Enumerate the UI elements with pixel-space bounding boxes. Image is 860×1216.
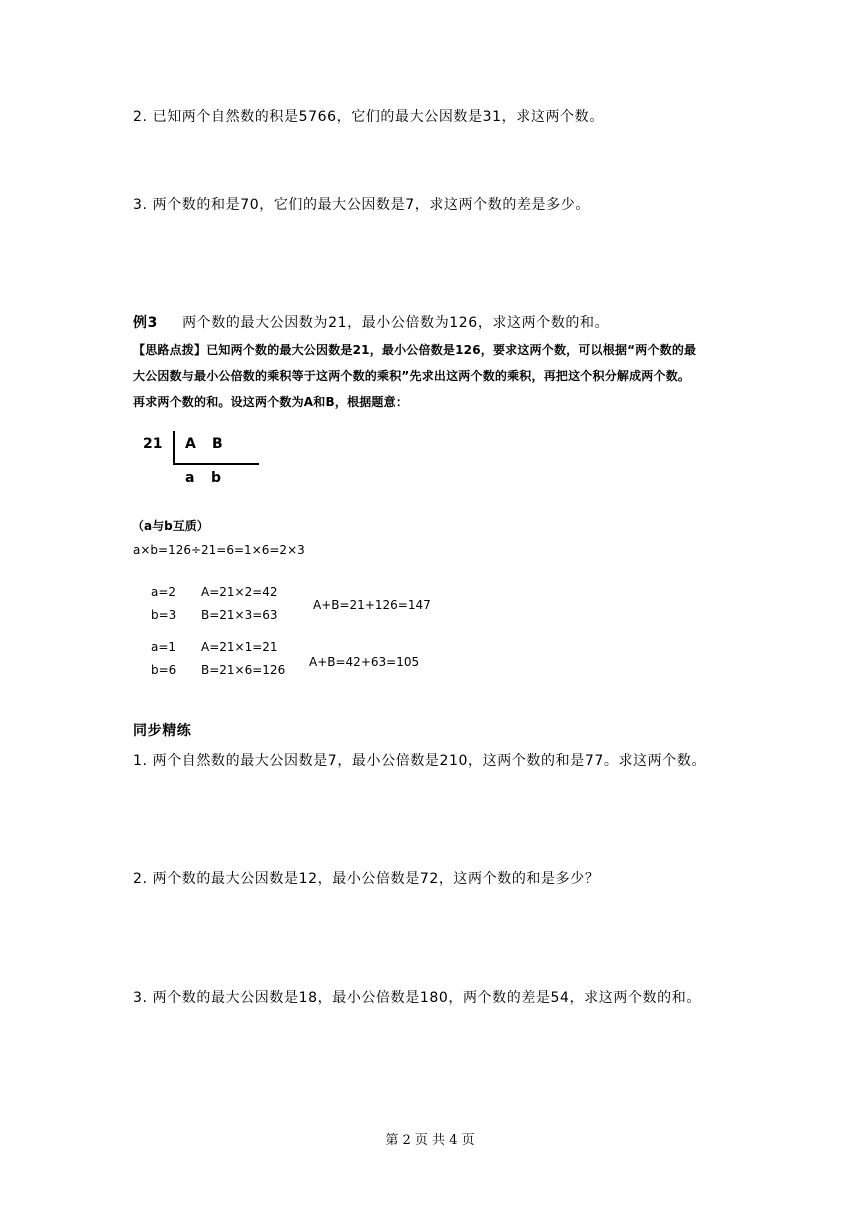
practice-title: 同步精练	[133, 723, 192, 739]
case1-B: B=21×3=63	[201, 608, 278, 622]
division-vertical-line	[173, 431, 175, 465]
case1-a: a=2	[151, 585, 177, 599]
case1-b: b=3	[151, 608, 177, 622]
division-quotient-a: a	[185, 470, 195, 486]
case2-sum: A+B=42+63=105	[309, 655, 420, 669]
practice-item-1: 1. 两个自然数的最大公因数是7，最小公倍数是210，这两个数的和是77。求这两个数。	[133, 753, 707, 769]
case2-A: A=21×1=21	[201, 640, 278, 654]
case2-B: B=21×6=126	[201, 663, 286, 677]
example-question: 两个数的最大公因数为21，最小公倍数为126，求这两个数的和。	[182, 315, 610, 331]
practice-item-3: 3. 两个数的最大公因数是18，最小公倍数是180，两个数的差是54，求这两个数的和。	[133, 990, 701, 1006]
division-divisor: 21	[143, 436, 163, 452]
case1-A: A=21×2=42	[201, 585, 278, 599]
hint-line-2: 大公因数与最小公倍数的乘积等于这两个数的乘积”先求出这两个数的乘积，再把这个积分解成两个数。	[133, 369, 691, 383]
hint-line-3: 再求两个数的和。设这两个数为A和B，根据题意：	[133, 395, 409, 409]
division-quotient-b: b	[211, 470, 222, 486]
division-dividend-b: B	[212, 436, 223, 452]
hint-line-1: 【思路点拨】已知两个数的最大公因数是21，最小公倍数是126，要求这两个数，可以根据“两个数的最	[133, 343, 697, 357]
case2-b: b=6	[151, 663, 177, 677]
example-3	[133, 312, 609, 332]
page-footer: 第 2 页 共 4 页	[385, 1133, 475, 1148]
coprime-note: （a与b互质）	[132, 519, 209, 533]
division-horizontal-line	[173, 463, 259, 465]
example-label: 例3	[133, 315, 158, 331]
problem-3-text: 3. 两个数的和是70，它们的最大公因数是7，求这两个数的差是多少。	[133, 197, 590, 213]
practice-item-2: 2. 两个数的最大公因数是12，最小公倍数是72，这两个数的和是多少？	[133, 871, 600, 887]
product-equation: a×b=126÷21=6=1×6=2×3	[133, 543, 305, 557]
division-dividend-a: A	[185, 436, 196, 452]
case2-a: a=1	[151, 640, 177, 654]
case1-sum: A+B=21+126=147	[313, 598, 431, 612]
problem-2-text: 2. 已知两个自然数的积是5766，它们的最大公因数是31，求这两个数。	[133, 109, 604, 125]
